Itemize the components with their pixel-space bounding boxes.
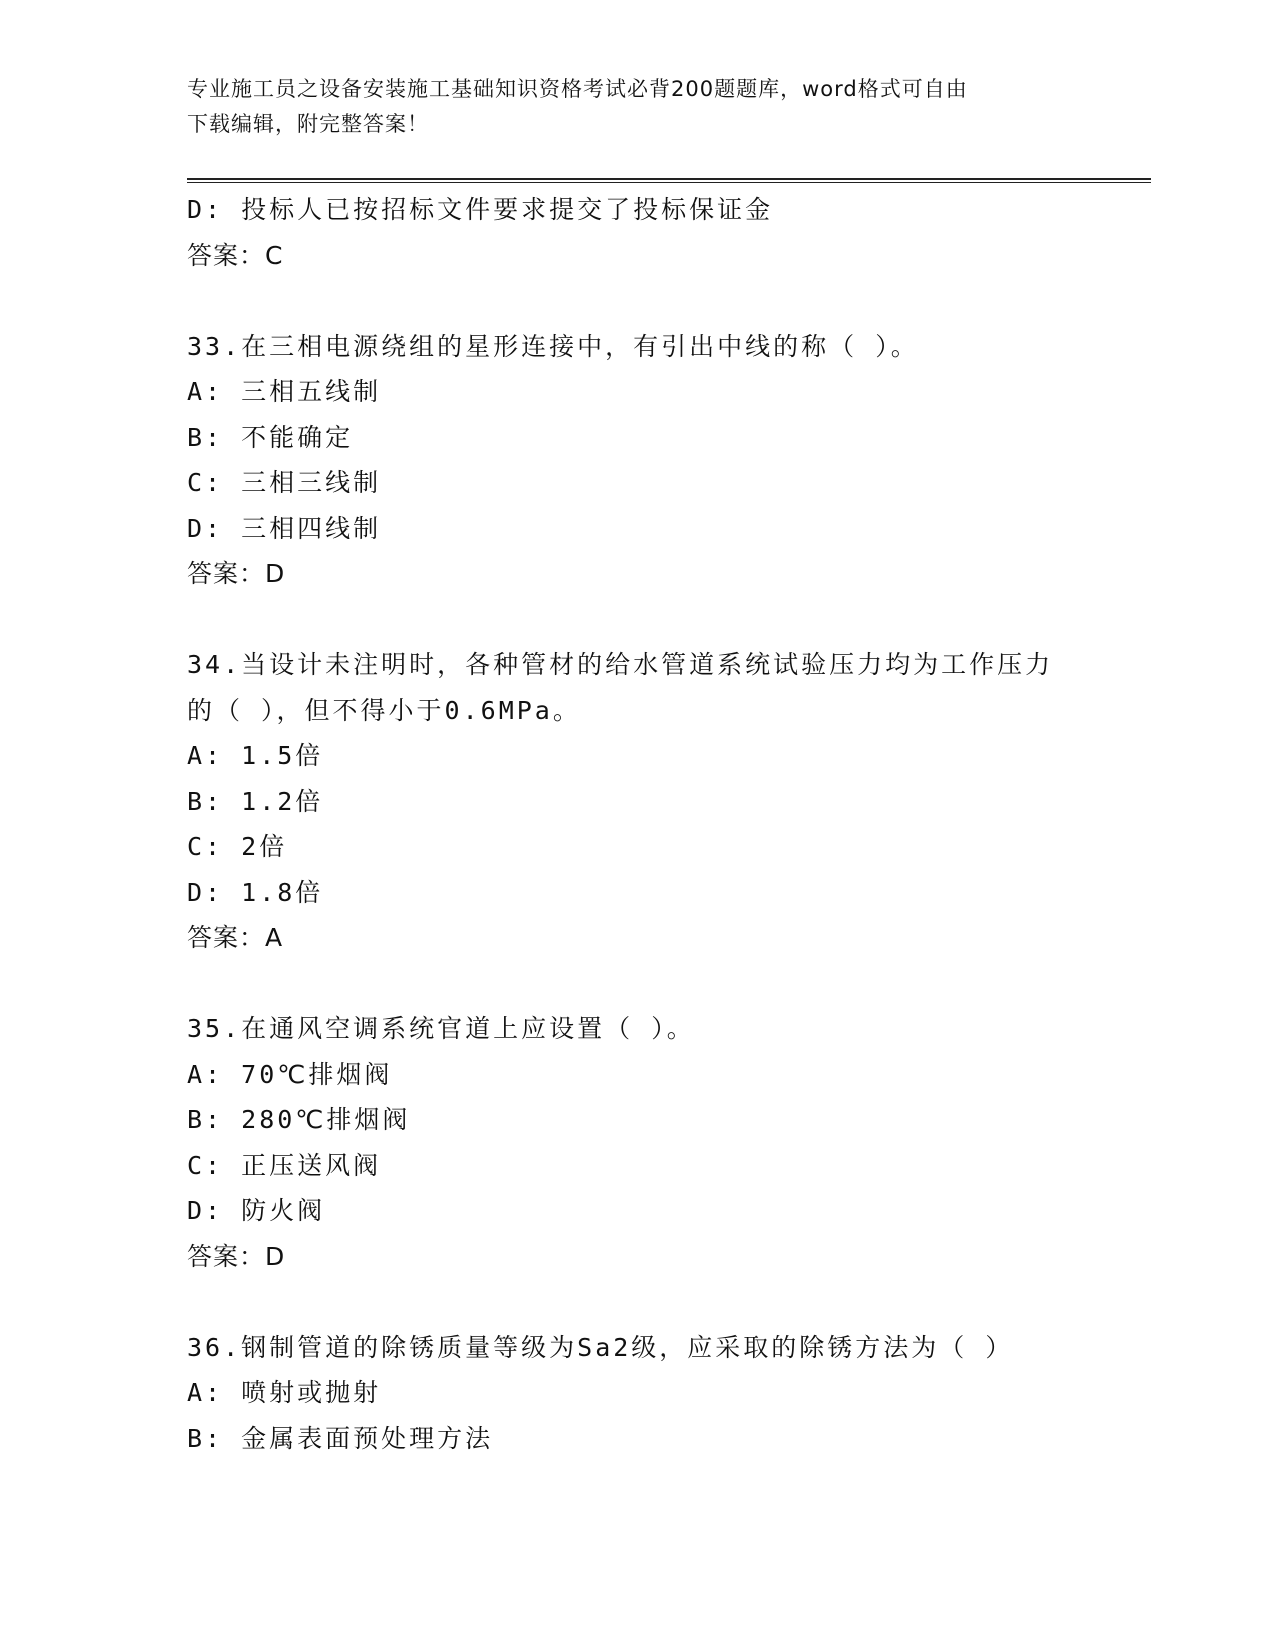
option-a: A: 三相五线制: [187, 377, 382, 406]
question-stem: 33.在三相电源绕组的星形连接中，有引出中线的称（ ）。: [187, 331, 919, 361]
option-b: B: 不能确定: [187, 422, 354, 452]
option-b: B: 金属表面预处理方法: [187, 1423, 494, 1453]
option-d: D: 1.8倍: [187, 877, 324, 907]
option-b: B: 280℃排烟阀: [187, 1105, 411, 1134]
header-divider: [187, 178, 1151, 183]
answer: 答案：D: [187, 559, 286, 588]
option-d: D: 三相四线制: [187, 513, 382, 543]
header-line-2: 下载编辑，附完整答案！: [187, 112, 429, 136]
question-35: [187, 1006, 1127, 1279]
option-a: A: 1.5倍: [187, 741, 324, 770]
option-c: C: 三相三线制: [187, 468, 382, 497]
page-header: [187, 72, 1087, 142]
spacer: [187, 1279, 1127, 1325]
answer: 答案：A: [187, 923, 284, 952]
question-stem-continued: 的（ ），但不得小于0.6MPa。: [187, 695, 581, 725]
option-c: C: 2倍: [187, 832, 288, 861]
option-c: C: 正压送风阀: [187, 1150, 382, 1180]
option-a: A: 喷射或抛射: [187, 1378, 382, 1407]
answer: 答案：C: [187, 240, 284, 270]
option-d: D: 防火阀: [187, 1196, 326, 1225]
question-stem: 36.钢制管道的除锈质量等级为Sa2级，应采取的除锈方法为（ ）: [187, 1332, 1014, 1362]
answer: 答案：D: [187, 1241, 286, 1271]
option-d: D: 投标人已按招标文件要求提交了投标保证金: [187, 195, 774, 224]
question-stem: 35.在通风空调系统官道上应设置（ ）。: [187, 1014, 695, 1043]
question-33: [187, 324, 1127, 597]
question-36: [187, 1325, 1127, 1462]
option-b: B: 1.2倍: [187, 786, 324, 816]
header-line-1: 专业施工员之设备安装施工基础知识资格考试必背200题题库，word格式可自由: [187, 77, 968, 101]
spacer: [187, 597, 1127, 643]
option-a: A: 70℃排烟阀: [187, 1059, 393, 1089]
question-stem: 34.当设计未注明时，各种管材的给水管道系统试验压力均为工作压力: [187, 650, 1054, 679]
document-body: [187, 187, 1127, 1461]
question-34: [187, 642, 1127, 961]
spacer: [187, 961, 1127, 1007]
spacer: [187, 278, 1127, 324]
